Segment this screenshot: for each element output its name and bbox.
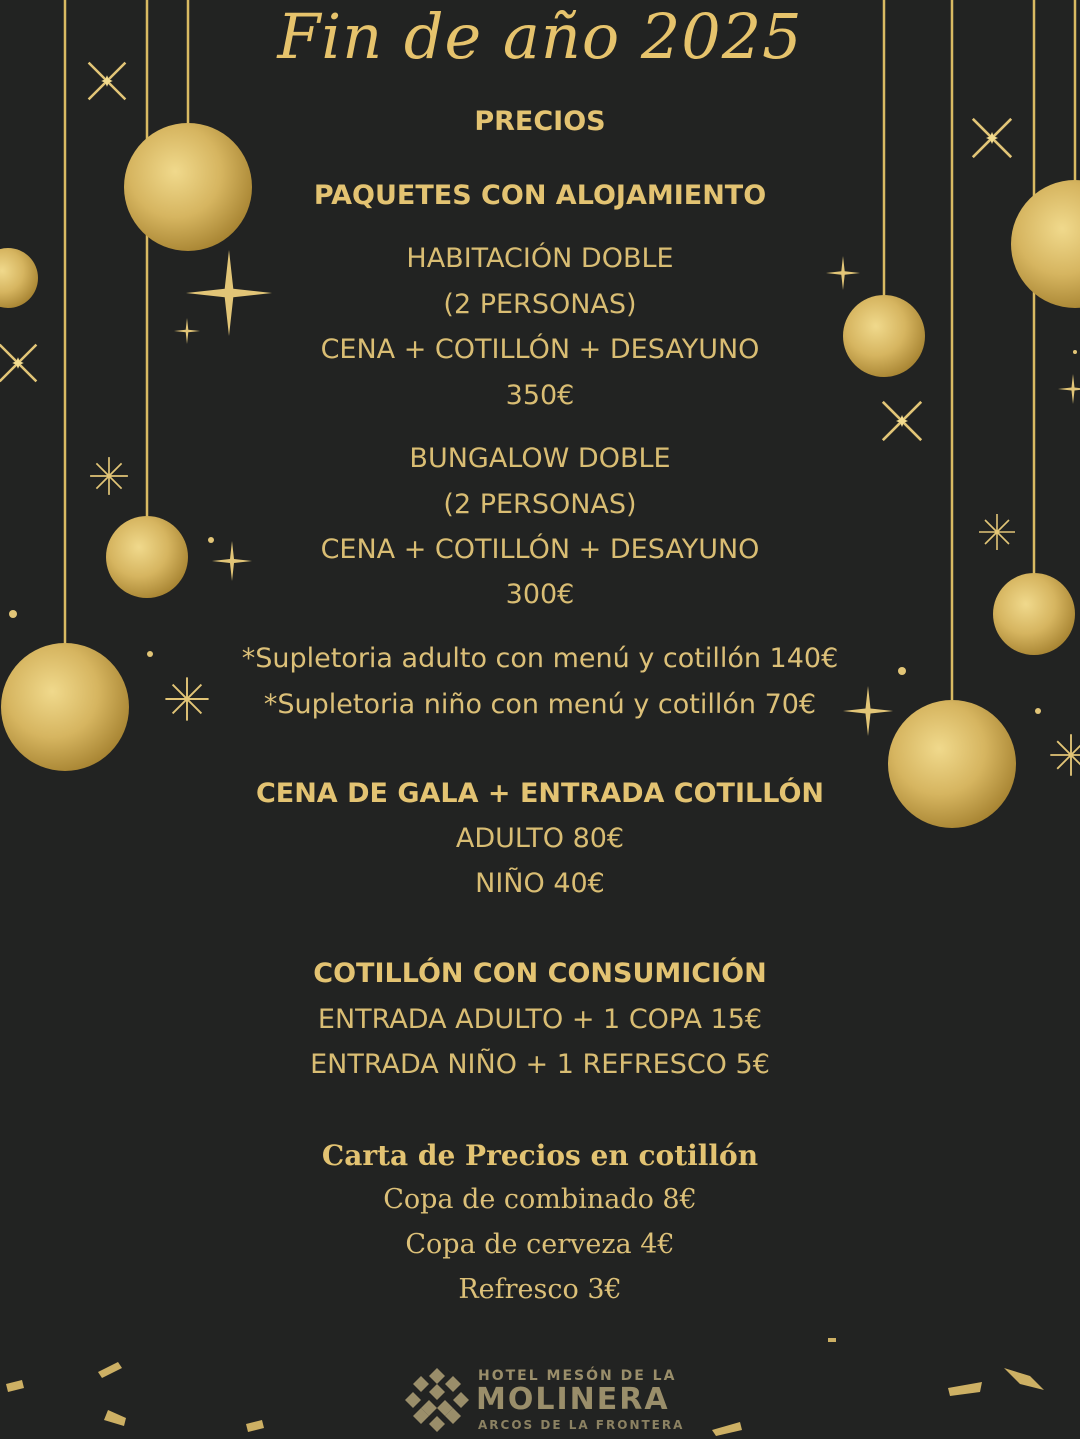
double-room-includes: CENA + COTILLÓN + DESAYUNO (320, 334, 760, 365)
confetti-piece (828, 1338, 836, 1342)
logo-checker-icon (404, 1366, 470, 1432)
bungalow-persons: (2 PERSONAS) (443, 489, 637, 520)
confetti-piece (246, 1420, 264, 1432)
logo-line-3: ARCOS DE LA FRONTERA (478, 1418, 685, 1432)
hotel-logo (404, 1366, 684, 1436)
gala-dinner-heading: CENA DE GALA + ENTRADA COTILLÓN (255, 778, 825, 809)
price-list-heading: Carta de Precios en cotillón (321, 1139, 759, 1172)
logo-line-1: HOTEL MESÓN DE LA (478, 1368, 677, 1384)
extra-bed-adult: *Supletoria adulto con menú y cotillón 140€ (241, 643, 839, 674)
bungalow-name: BUNGALOW DOBLE (409, 443, 671, 474)
prices-heading: PRECIOS (474, 106, 606, 137)
drinks-child: ENTRADA NIÑO + 1 REFRESCO 5€ (310, 1049, 770, 1080)
confetti-piece (948, 1382, 982, 1396)
poster-title: Fin de año 2025 (277, 0, 803, 73)
logo-line-2: MOLINERA (476, 1382, 670, 1417)
price-list-item: Refresco 3€ (458, 1274, 622, 1305)
double-room-persons: (2 PERSONAS) (443, 289, 637, 320)
confetti-piece (1004, 1368, 1044, 1390)
confetti-piece (712, 1422, 742, 1436)
double-room-price: 350€ (505, 380, 575, 411)
bungalow-includes: CENA + COTILLÓN + DESAYUNO (320, 534, 760, 565)
price-list-item: Copa de cerveza 4€ (405, 1229, 675, 1260)
glitter-dot (9, 610, 17, 618)
gala-dinner-child: NIÑO 40€ (475, 868, 605, 899)
drinks-adult: ENTRADA ADULTO + 1 COPA 15€ (317, 1004, 763, 1035)
confetti-piece (104, 1410, 126, 1426)
double-room-name: HABITACIÓN DOBLE (406, 243, 674, 274)
sparkle-icon (1050, 734, 1080, 775)
confetti-piece (98, 1362, 122, 1378)
price-list-item: Copa de combinado 8€ (383, 1184, 697, 1215)
accommodation-heading: PAQUETES CON ALOJAMIENTO (313, 180, 767, 211)
gala-dinner-adult: ADULTO 80€ (455, 823, 625, 854)
drinks-heading: COTILLÓN CON CONSUMICIÓN (313, 958, 767, 989)
bungalow-price: 300€ (505, 579, 575, 610)
extra-bed-child: *Supletoria niño con menú y cotillón 70€ (263, 689, 817, 720)
confetti-piece (6, 1380, 24, 1392)
